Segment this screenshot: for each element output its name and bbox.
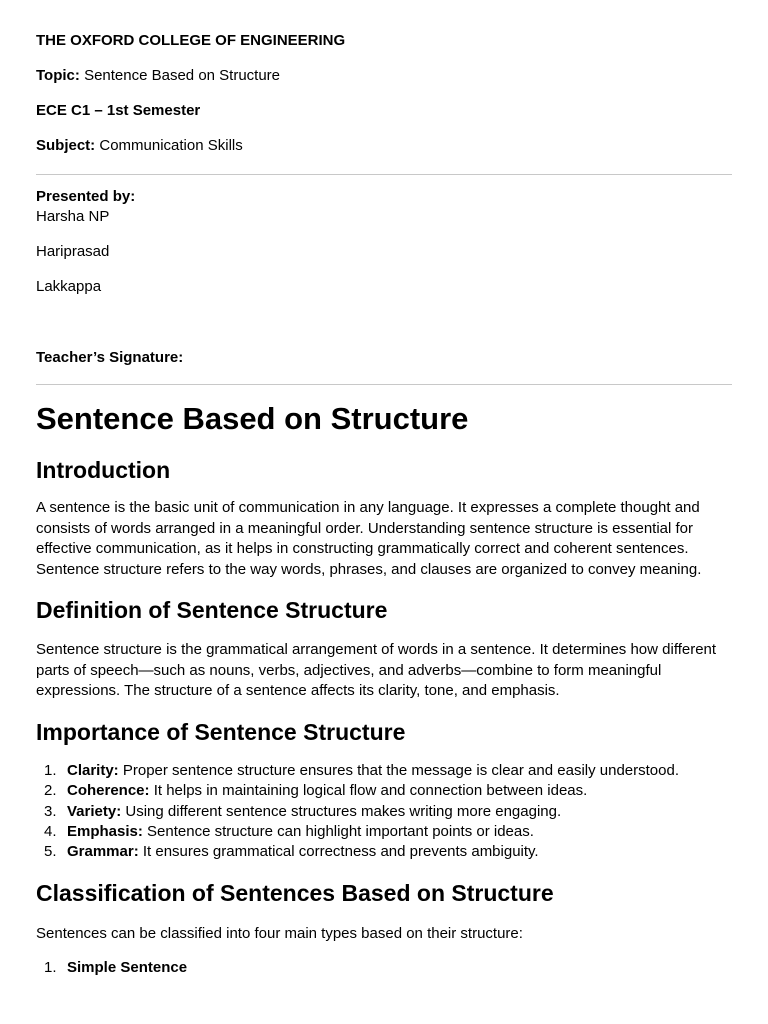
list-item — [36, 822, 679, 842]
list-text: Sentence structure can highlight important points or ideas. — [142, 822, 534, 840]
divider — [36, 384, 732, 385]
list-number: 5. — [44, 843, 57, 861]
list-item — [36, 958, 187, 978]
list-item — [36, 842, 679, 862]
page-title: Sentence Based on Structure — [36, 401, 469, 436]
class-line: ECE C1 – 1st Semester — [36, 102, 201, 119]
classification-list — [36, 958, 187, 978]
list-text: It ensures grammatical correctness and prevents ambiguity. — [138, 843, 539, 861]
importance-heading: Importance of Sentence Structure — [36, 719, 406, 745]
topic-value: Sentence Based on Structure — [84, 67, 281, 84]
list-text: Using different sentence structures makes writing more engaging. — [121, 802, 562, 820]
list-term: Simple Sentence — [67, 959, 188, 976]
intro-heading: Introduction — [36, 457, 171, 483]
college-name: THE OXFORD COLLEGE OF ENGINEERING — [36, 32, 346, 49]
presenters-label: Presented by: — [36, 188, 136, 205]
list-item — [36, 781, 679, 801]
classification-heading: Classification of Sentences Based on Structure — [36, 880, 554, 906]
list-number: 1. — [44, 762, 57, 779]
signature-label: Teacher’s Signature: — [36, 349, 184, 366]
list-number: 4. — [44, 822, 57, 840]
topic-label: Topic: — [36, 67, 80, 84]
topic-line — [36, 66, 732, 86]
presenter-name: Hariprasad — [36, 243, 110, 260]
list-term: Variety: — [67, 802, 122, 820]
list-text: Proper sentence structure ensures that the message is clear and easily understood. — [118, 762, 679, 779]
list-item — [36, 802, 679, 822]
intro-paragraph: A sentence is the basic unit of communication in any language. It expresses a complete thought and consists of words arranged in a meaningful order. Understanding sentence structure is essential for effective communication, as it helps in constructing grammatically correct and coherent sentences. Sentence structure refers to the way words, phrases, and clauses are organized to convey meaning. — [36, 499, 702, 578]
subject-line — [36, 136, 732, 156]
subject-value: Communication Skills — [99, 137, 243, 154]
subject-label: Subject: — [36, 137, 96, 154]
classification-paragraph: Sentences can be classified into four main types based on their structure: — [36, 925, 523, 942]
importance-list — [36, 761, 679, 862]
presenter-name: Lakkappa — [36, 278, 102, 295]
list-term: Clarity: — [67, 762, 119, 779]
definition-heading: Definition of Sentence Structure — [36, 597, 388, 623]
list-term: Emphasis: — [67, 822, 143, 840]
definition-paragraph: Sentence structure is the grammatical arrangement of words in a sentence. It determines how different parts of speech—such as nouns, verbs, adjectives, and adverbs—combine to form meaningful expressions. The structure of a sentence affects its clarity, tone, and emphasis. — [36, 641, 717, 699]
list-number: 3. — [44, 802, 57, 820]
list-term: Coherence: — [67, 782, 150, 800]
divider — [36, 174, 732, 175]
presenter-name: Harsha NP — [36, 208, 110, 225]
list-text: It helps in maintaining logical flow and connection between ideas. — [149, 782, 588, 800]
list-term: Grammar: — [67, 843, 139, 861]
list-number: 2. — [44, 782, 57, 800]
list-number: 1. — [44, 959, 57, 976]
list-item — [36, 761, 679, 781]
